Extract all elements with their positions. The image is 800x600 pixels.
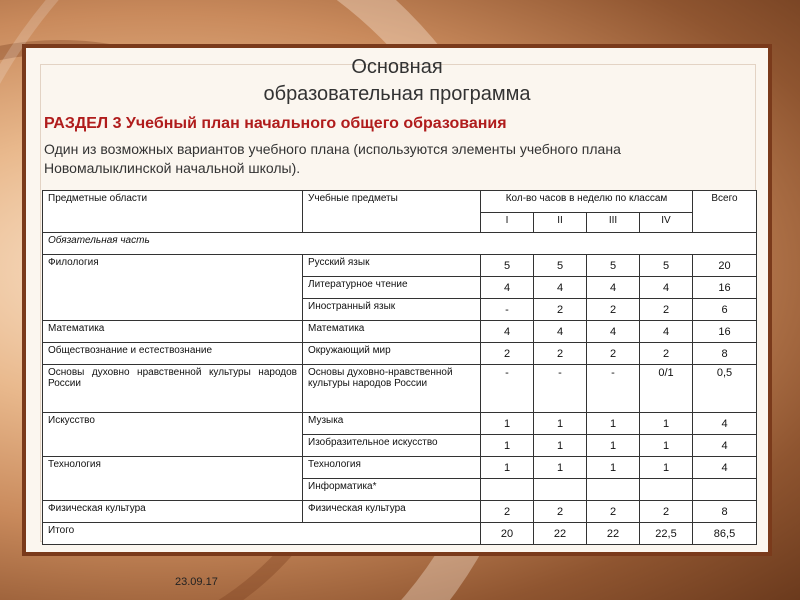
row-subject: Иностранный язык: [303, 299, 481, 321]
total-label: Итого: [43, 523, 481, 545]
row-grade-2: 1: [534, 457, 587, 479]
total-grade-3: 22: [587, 523, 640, 545]
row-subject: Музыка: [303, 413, 481, 435]
total-grade-4: 22,5: [640, 523, 693, 545]
row-grade-3: 2: [587, 501, 640, 523]
slide-title: [26, 54, 768, 108]
row-area: Технология: [43, 457, 303, 501]
row-grade-2: 5: [534, 255, 587, 277]
row-subject: Технология: [303, 457, 481, 479]
row-grade-1: 1: [481, 457, 534, 479]
table-row: [43, 501, 757, 523]
row-grade-2: 2: [534, 501, 587, 523]
row-grade-1: [481, 479, 534, 501]
row-grade-4: 1: [640, 413, 693, 435]
slide-subtitle: Один из возможных вариантов учебного плана (используются элементы учебного плана Новомалыклинской начальной школы).: [44, 141, 621, 176]
row-total: [693, 479, 757, 501]
row-grade-3: 4: [587, 321, 640, 343]
header-total: Всего: [693, 191, 757, 233]
row-grade-1: 1: [481, 435, 534, 457]
total-grade-2: 22: [534, 523, 587, 545]
row-grade-2: 4: [534, 277, 587, 299]
row-grade-4: 5: [640, 255, 693, 277]
row-grade-2: 2: [534, 299, 587, 321]
row-grade-4: [640, 479, 693, 501]
table-row: [43, 255, 757, 277]
row-total: 8: [693, 501, 757, 523]
row-grade-4: 1: [640, 457, 693, 479]
row-grade-4: 2: [640, 299, 693, 321]
section-heading: РАЗДЕЛ 3 Учебный план начального общего образования: [44, 115, 507, 132]
header-grade-1: I: [481, 213, 534, 233]
row-subject: Русский язык: [303, 255, 481, 277]
row-total: 8: [693, 343, 757, 365]
row-grade-1: 5: [481, 255, 534, 277]
table-row: [43, 413, 757, 435]
title-line-1: Основная: [351, 56, 443, 78]
row-grade-2: 2: [534, 343, 587, 365]
slide-date: 23.09.17: [175, 576, 218, 588]
row-total: 4: [693, 457, 757, 479]
table-section-row: [43, 233, 757, 255]
row-total: 6: [693, 299, 757, 321]
row-area: Основы духовно нравственной культуры народов России: [43, 365, 303, 413]
row-grade-4: 2: [640, 343, 693, 365]
curriculum-table: [42, 190, 757, 545]
row-area: Обществознание и естествознание: [43, 343, 303, 365]
row-grade-2: [534, 479, 587, 501]
total-grade-1: 20: [481, 523, 534, 545]
title-line-2: образовательная программа: [263, 83, 531, 105]
row-grade-4: 4: [640, 277, 693, 299]
row-subject: Основы духовно-нравственной культуры народов России: [303, 365, 481, 413]
row-total: 0,5: [693, 365, 757, 413]
row-grade-1: 1: [481, 413, 534, 435]
row-grade-4: 0/1: [640, 365, 693, 413]
row-grade-2: 4: [534, 321, 587, 343]
row-grade-4: 1: [640, 435, 693, 457]
row-grade-3: 4: [587, 277, 640, 299]
row-subject: Информатика*: [303, 479, 481, 501]
row-grade-1: -: [481, 299, 534, 321]
row-grade-1: -: [481, 365, 534, 413]
row-grade-3: -: [587, 365, 640, 413]
table-row: [43, 457, 757, 479]
header-grade-3: III: [587, 213, 640, 233]
row-subject: Изобразительное искусство: [303, 435, 481, 457]
row-grade-1: 2: [481, 343, 534, 365]
table-row: [43, 321, 757, 343]
header-subject: Учебные предметы: [303, 191, 481, 233]
header-grade-2: II: [534, 213, 587, 233]
row-total: 20: [693, 255, 757, 277]
header-area: Предметные области: [43, 191, 303, 233]
row-grade-3: [587, 479, 640, 501]
total-sum: 86,5: [693, 523, 757, 545]
row-grade-4: 4: [640, 321, 693, 343]
table-total-row: [43, 523, 757, 545]
row-grade-3: 1: [587, 457, 640, 479]
row-subject: Литературное чтение: [303, 277, 481, 299]
row-grade-4: 2: [640, 501, 693, 523]
row-total: 16: [693, 277, 757, 299]
row-area: Математика: [43, 321, 303, 343]
table-header-row: [43, 191, 757, 213]
row-subject: Физическая культура: [303, 501, 481, 523]
header-hours: Кол-во часов в неделю по классам: [481, 191, 693, 213]
row-grade-1: 2: [481, 501, 534, 523]
row-grade-3: 5: [587, 255, 640, 277]
row-grade-2: 1: [534, 435, 587, 457]
row-grade-1: 4: [481, 277, 534, 299]
row-total: 4: [693, 435, 757, 457]
row-grade-1: 4: [481, 321, 534, 343]
row-grade-3: 2: [587, 299, 640, 321]
row-area: Филология: [43, 255, 303, 321]
row-subject: Математика: [303, 321, 481, 343]
table-row: [43, 343, 757, 365]
row-grade-2: -: [534, 365, 587, 413]
row-grade-3: 2: [587, 343, 640, 365]
row-grade-3: 1: [587, 435, 640, 457]
row-subject: Окружающий мир: [303, 343, 481, 365]
table-row: [43, 365, 757, 413]
row-grade-3: 1: [587, 413, 640, 435]
section-label: Обязательная часть: [43, 233, 757, 255]
row-area: Физическая культура: [43, 501, 303, 523]
row-grade-2: 1: [534, 413, 587, 435]
row-area: Искусство: [43, 413, 303, 457]
header-grade-4: IV: [640, 213, 693, 233]
slide-frame: [22, 44, 772, 556]
row-total: 4: [693, 413, 757, 435]
row-total: 16: [693, 321, 757, 343]
